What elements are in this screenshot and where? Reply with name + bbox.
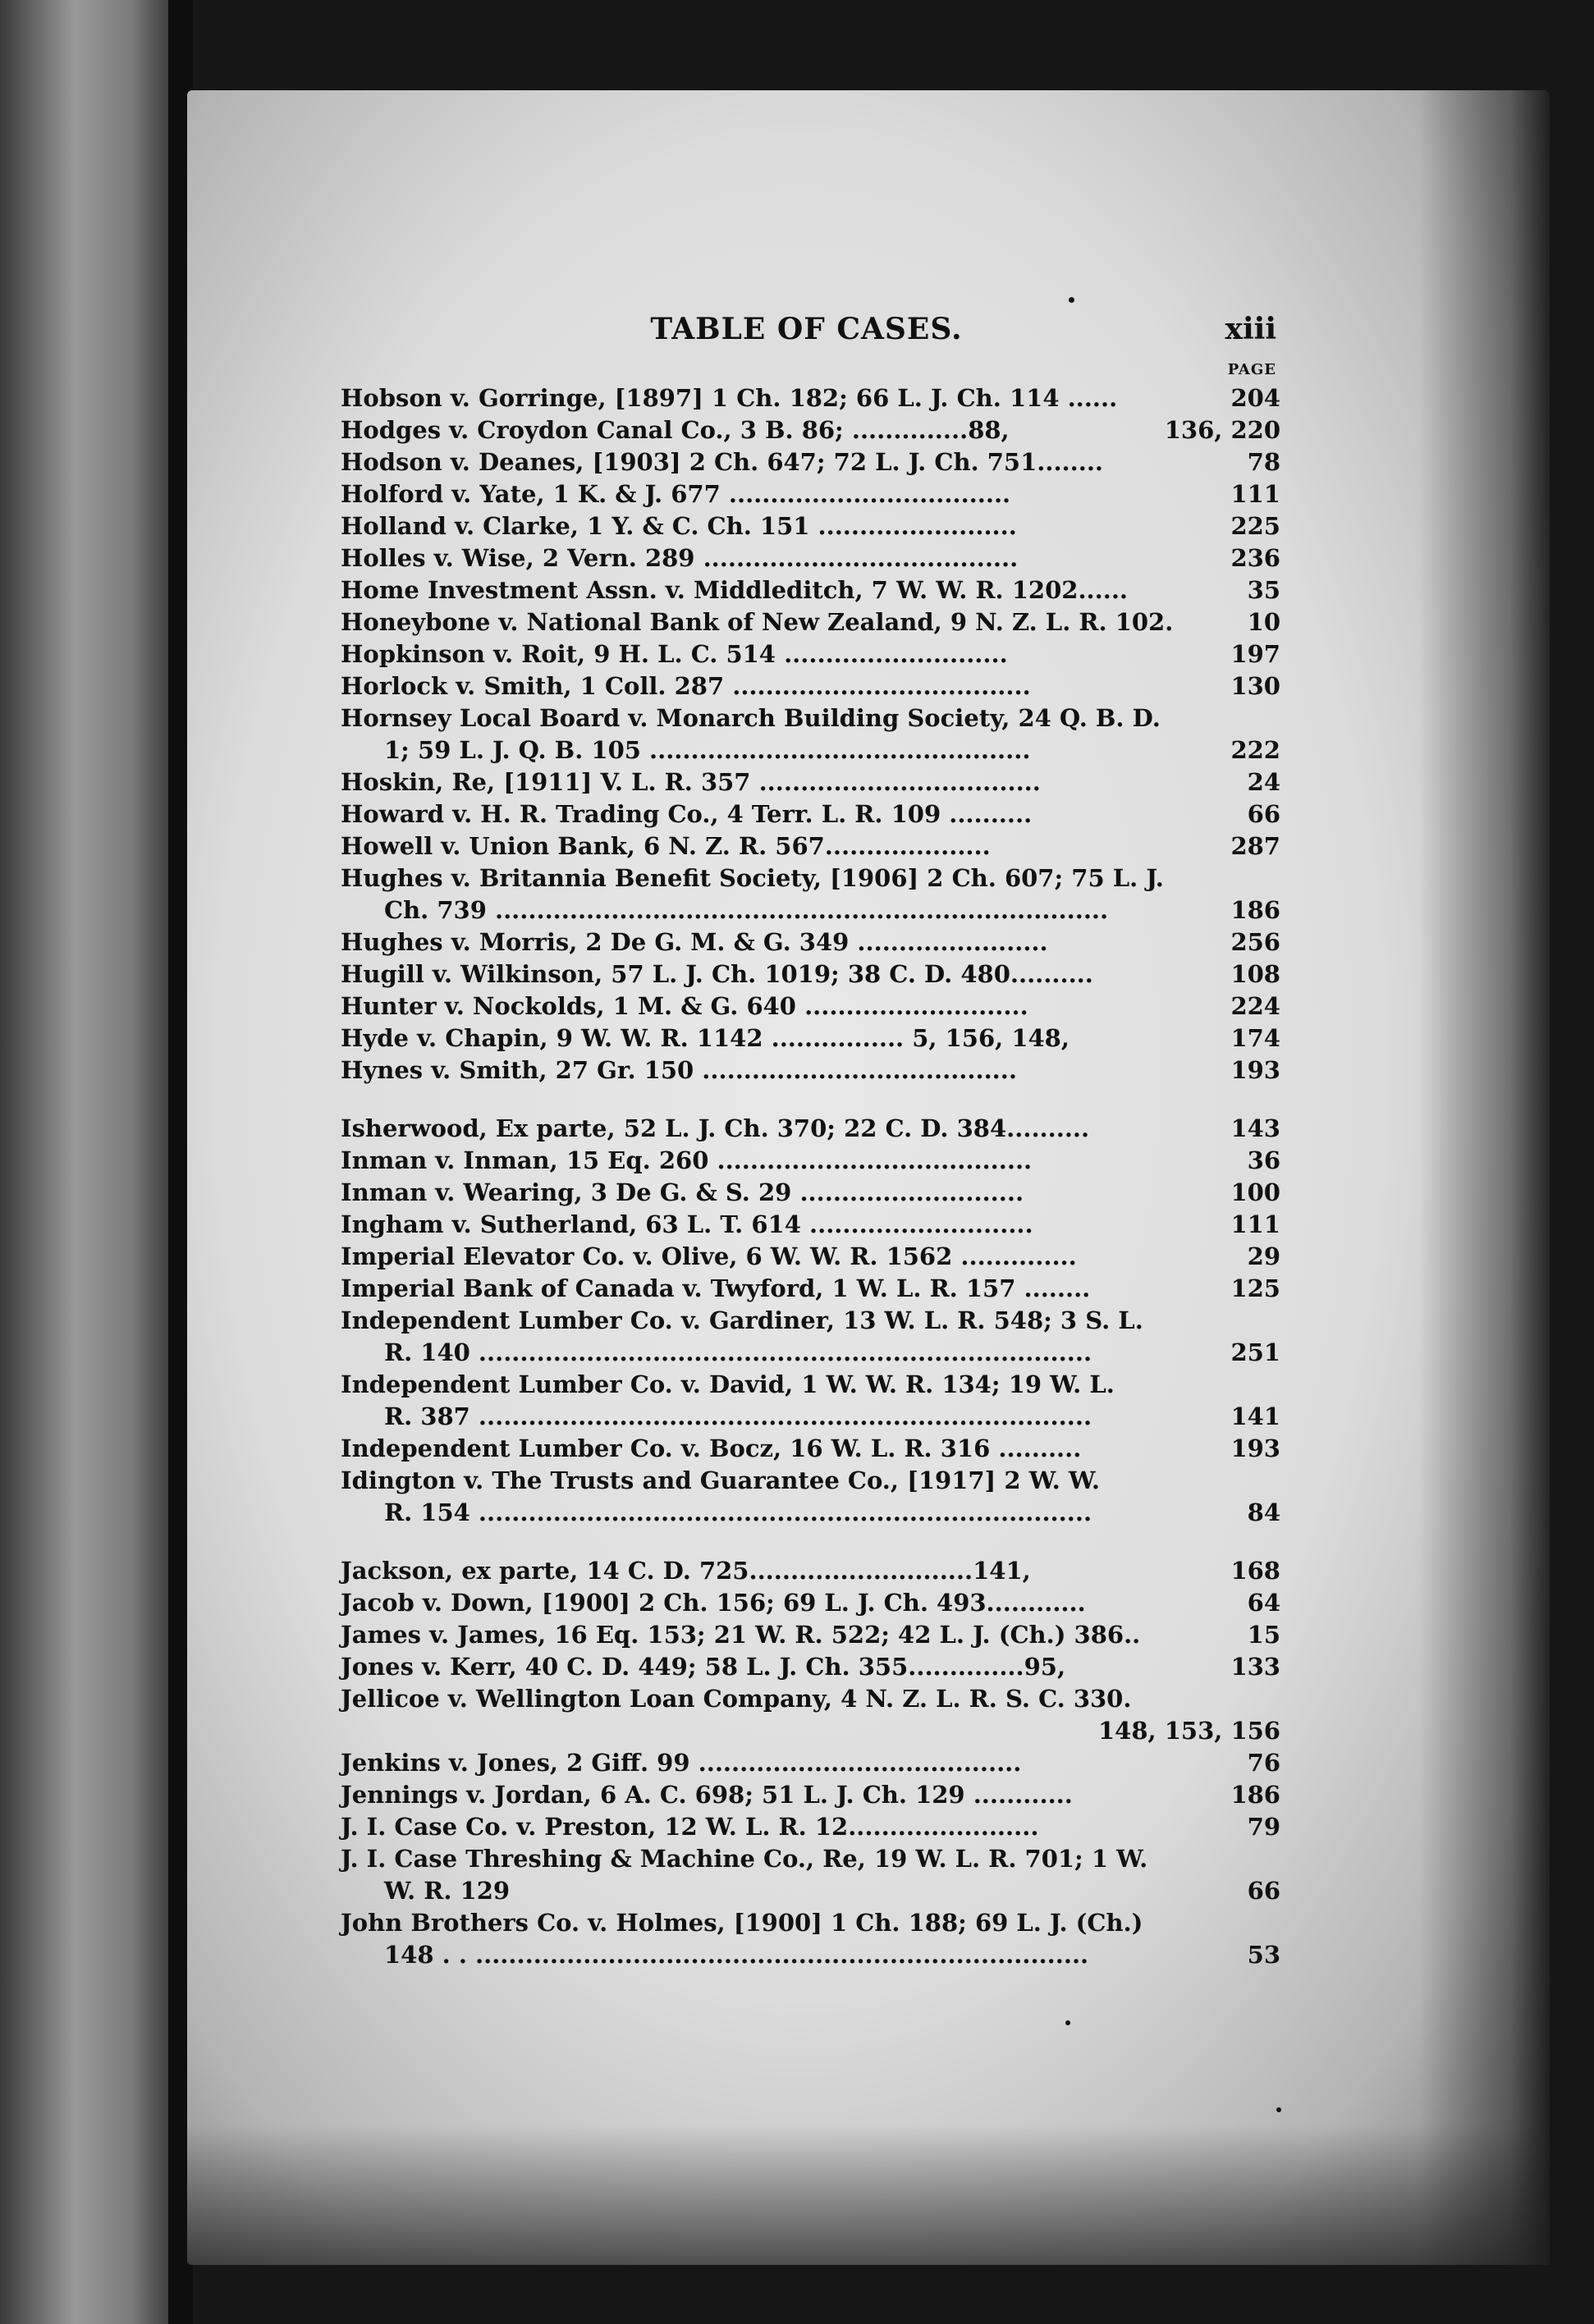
case-page-ref: 193 (1230, 1434, 1280, 1462)
case-entry (341, 864, 1280, 896)
case-page-ref: 53 (1247, 1941, 1280, 1969)
case-citation: Hugill v. Wilkinson, 57 L. J. Ch. 1019; 38 C. D. 480.......... (341, 960, 1093, 988)
scan-speck (1065, 2020, 1070, 2025)
case-entry (341, 1114, 1280, 1146)
case-citation: Idington v. The Trusts and Guarantee Co., [1917] 2 W. W. (341, 1466, 1101, 1494)
case-entry (341, 416, 1280, 448)
case-citation: Hoskin, Re, [1911] V. L. R. 357 .................................. (341, 768, 1041, 796)
case-entry (341, 960, 1280, 992)
case-entry (341, 1242, 1280, 1274)
case-entry (341, 1749, 1280, 1781)
case-page-ref: 204 (1230, 384, 1280, 412)
case-page-ref: 78 (1247, 448, 1280, 476)
case-entry (341, 1146, 1280, 1178)
case-page-ref: 236 (1230, 544, 1280, 572)
case-entry (341, 1909, 1280, 1941)
case-citation: Jenkins v. Jones, 2 Giff. 99 ....................................... (341, 1749, 1022, 1777)
case-entry (341, 1466, 1280, 1498)
case-entry (341, 1306, 1280, 1338)
page-number: xiii (1225, 312, 1276, 346)
case-entry (341, 384, 1280, 416)
case-entry-continuation (341, 1402, 1280, 1434)
case-citation: Imperial Bank of Canada v. Twyford, 1 W. L. R. 157 ........ (341, 1274, 1091, 1302)
case-citation: Hodges v. Croydon Canal Co., 3 B. 86; ..............88, (341, 416, 1010, 444)
case-citation: 1; 59 L. J. Q. B. 105 .............................................. (384, 736, 1031, 764)
case-citation: Hornsey Local Board v. Monarch Building Society, 24 Q. B. D. (341, 704, 1161, 732)
case-citation: Independent Lumber Co. v. Gardiner, 13 W. L. R. 548; 3 S. L. (341, 1306, 1143, 1334)
case-page-ref: 100 (1230, 1178, 1280, 1206)
case-page-ref: 35 (1247, 576, 1280, 604)
page-header (337, 312, 1276, 361)
case-entry (341, 1370, 1280, 1402)
case-page-ref: 186 (1230, 896, 1280, 924)
page-shadow-right (1418, 90, 1550, 2265)
case-page-ref: 193 (1230, 1056, 1280, 1084)
case-entry (341, 448, 1280, 480)
case-citation: Imperial Elevator Co. v. Olive, 6 W. W. R. 1562 .............. (341, 1242, 1077, 1270)
case-entry-continuation (341, 1498, 1280, 1530)
case-entry (341, 512, 1280, 544)
case-entry-continuation (341, 1941, 1280, 1973)
case-entry (341, 1813, 1280, 1845)
case-entry (341, 480, 1280, 512)
case-citation: Jacob v. Down, [1900] 2 Ch. 156; 69 L. J. Ch. 493............ (341, 1589, 1086, 1617)
case-entry-continuation (341, 736, 1280, 768)
case-page-ref: 222 (1230, 736, 1280, 764)
case-page-ref: 10 (1247, 608, 1280, 636)
case-entry-continuation (341, 1717, 1280, 1749)
case-citation: Holland v. Clarke, 1 Y. & C. Ch. 151 ........................ (341, 512, 1017, 540)
case-citation: Hyde v. Chapin, 9 W. W. R. 1142 ................ 5, 156, 148, (341, 1024, 1070, 1052)
case-page-ref: 136, 220 (1164, 416, 1280, 444)
case-citation: Holford v. Yate, 1 K. & J. 677 .................................. (341, 480, 1011, 508)
case-citation: James v. James, 16 Eq. 153; 21 W. R. 522; 42 L. J. (Ch.) 386.. (341, 1621, 1141, 1649)
case-page-ref: 168 (1230, 1557, 1280, 1585)
scan-speck (1276, 2107, 1281, 2112)
case-entry (341, 1589, 1280, 1621)
case-entry (341, 672, 1280, 704)
case-citation: Jones v. Kerr, 40 C. D. 449; 58 L. J. Ch. 355..............95, (341, 1653, 1066, 1681)
case-page-ref: 66 (1247, 1877, 1280, 1905)
case-citation: Jennings v. Jordan, 6 A. C. 698; 51 L. J. Ch. 129 ............ (341, 1781, 1073, 1809)
case-citation: Hopkinson v. Roit, 9 H. L. C. 514 ........................... (341, 640, 1008, 668)
case-citation: Independent Lumber Co. v. Bocz, 16 W. L. R. 316 .......... (341, 1434, 1082, 1462)
case-entry (341, 800, 1280, 832)
section-gap (341, 1088, 1280, 1114)
case-entry (341, 640, 1280, 672)
case-entry (341, 1434, 1280, 1466)
case-citation: Howell v. Union Bank, 6 N. Z. R. 567.................... (341, 832, 991, 860)
page-title: TABLE OF CASES. (650, 312, 963, 346)
case-entry (341, 1845, 1280, 1877)
case-entry-continuation (341, 896, 1280, 928)
case-citation: Jellicoe v. Wellington Loan Company, 4 N. Z. L. R. S. C. 330. (341, 1685, 1132, 1713)
case-page-ref: 141 (1230, 1402, 1280, 1430)
case-citation: Independent Lumber Co. v. David, 1 W. W. R. 134; 19 W. L. (341, 1370, 1115, 1398)
case-entry (341, 768, 1280, 800)
scan-speck (1069, 297, 1074, 303)
case-citation: Hobson v. Gorringe, [1897] 1 Ch. 182; 66 L. J. Ch. 114 ...... (341, 384, 1118, 412)
case-page-ref: 225 (1230, 512, 1280, 540)
case-page-ref: 76 (1247, 1749, 1280, 1777)
film-margin-left (0, 0, 187, 2324)
case-entry (341, 576, 1280, 608)
case-page-ref: 143 (1230, 1114, 1280, 1142)
case-page-ref: 84 (1247, 1498, 1280, 1526)
case-entry (341, 832, 1280, 864)
case-page-ref: 111 (1230, 480, 1280, 508)
case-citation: R. 140 .......................................................................... (384, 1338, 1092, 1366)
case-page-ref: 108 (1230, 960, 1280, 988)
case-page-ref: 256 (1230, 928, 1280, 956)
case-entry (341, 704, 1280, 736)
case-citation: Hughes v. Morris, 2 De G. M. & G. 349 ....................... (341, 928, 1048, 956)
case-page-ref: 148, 153, 156 (1098, 1717, 1280, 1745)
case-citation: Horlock v. Smith, 1 Coll. 287 .................................... (341, 672, 1031, 700)
case-citation: Hodson v. Deanes, [1903] 2 Ch. 647; 72 L. J. Ch. 751........ (341, 448, 1104, 476)
case-entry (341, 608, 1280, 640)
case-citation: Jackson, ex parte, 14 C. D. 725...........................141, (341, 1557, 1031, 1585)
page-column-label: PAGE (1227, 361, 1276, 378)
case-page-ref: 251 (1230, 1338, 1280, 1366)
case-citation: 148 . . .......................................................................... (384, 1941, 1089, 1969)
case-citation: Holles v. Wise, 2 Vern. 289 ...................................... (341, 544, 1019, 572)
case-entry (341, 1653, 1280, 1685)
case-citation: Honeybone v. National Bank of New Zealand, 9 N. Z. L. R. 102. (341, 608, 1174, 636)
case-citation: Hynes v. Smith, 27 Gr. 150 ...................................... (341, 1056, 1017, 1084)
case-page-ref: 64 (1247, 1589, 1280, 1617)
case-entry (341, 1781, 1280, 1813)
case-citation: Inman v. Inman, 15 Eq. 260 ...................................... (341, 1146, 1033, 1174)
case-citation: Ch. 739 .......................................................................... (384, 896, 1109, 924)
case-page-ref: 24 (1247, 768, 1280, 796)
case-entry (341, 544, 1280, 576)
case-page-ref: 224 (1230, 992, 1280, 1020)
case-entry-continuation (341, 1877, 1280, 1909)
case-citation: R. 154 .......................................................................... (384, 1498, 1092, 1526)
case-entry (341, 1178, 1280, 1210)
case-entry (341, 1056, 1280, 1088)
case-entry (341, 1024, 1280, 1056)
case-citation: J. I. Case Co. v. Preston, 12 W. L. R. 12....................... (341, 1813, 1039, 1841)
case-page-ref: 197 (1230, 640, 1280, 668)
case-citation: Ingham v. Sutherland, 63 L. T. 614 ........................... (341, 1210, 1033, 1238)
case-entry (341, 1210, 1280, 1242)
case-page-ref: 133 (1230, 1653, 1280, 1681)
case-page-ref: 130 (1230, 672, 1280, 700)
page-shadow-bottom (187, 2125, 1550, 2265)
case-page-ref: 79 (1247, 1813, 1280, 1841)
case-citation: W. R. 129 (384, 1877, 511, 1905)
case-citation: Isherwood, Ex parte, 52 L. J. Ch. 370; 22 C. D. 384.......... (341, 1114, 1090, 1142)
case-entry (341, 1274, 1280, 1306)
section-gap (341, 1530, 1280, 1557)
case-page-ref: 186 (1230, 1781, 1280, 1809)
case-page-ref: 29 (1247, 1242, 1280, 1270)
case-citation: Hunter v. Nockolds, 1 M. & G. 640 ........................... (341, 992, 1028, 1020)
case-entry-continuation (341, 1338, 1280, 1370)
case-citation: R. 387 .......................................................................... (384, 1402, 1092, 1430)
case-page-ref: 125 (1230, 1274, 1280, 1302)
case-citation: Inman v. Wearing, 3 De G. & S. 29 ........................... (341, 1178, 1024, 1206)
case-citation: Hughes v. Britannia Benefit Society, [1906] 2 Ch. 607; 75 L. J. (341, 864, 1164, 892)
table-of-cases (341, 384, 1280, 1973)
case-entry (341, 1557, 1280, 1589)
case-entry (341, 992, 1280, 1024)
case-entry (341, 1685, 1280, 1717)
case-page-ref: 111 (1230, 1210, 1280, 1238)
case-entry (341, 928, 1280, 960)
case-page-ref: 287 (1230, 832, 1280, 860)
case-page-ref: 36 (1247, 1146, 1280, 1174)
case-citation: J. I. Case Threshing & Machine Co., Re, 19 W. L. R. 701; 1 W. (341, 1845, 1148, 1873)
case-citation: Home Investment Assn. v. Middleditch, 7 W. W. R. 1202...... (341, 576, 1129, 604)
case-page-ref: 66 (1247, 800, 1280, 828)
case-citation: Howard v. H. R. Trading Co., 4 Terr. L. R. 109 .......... (341, 800, 1033, 828)
case-citation: John Brothers Co. v. Holmes, [1900] 1 Ch. 188; 69 L. J. (Ch.) (341, 1909, 1143, 1937)
case-page-ref: 15 (1247, 1621, 1280, 1649)
case-entry (341, 1621, 1280, 1653)
case-page-ref: 174 (1230, 1024, 1280, 1052)
